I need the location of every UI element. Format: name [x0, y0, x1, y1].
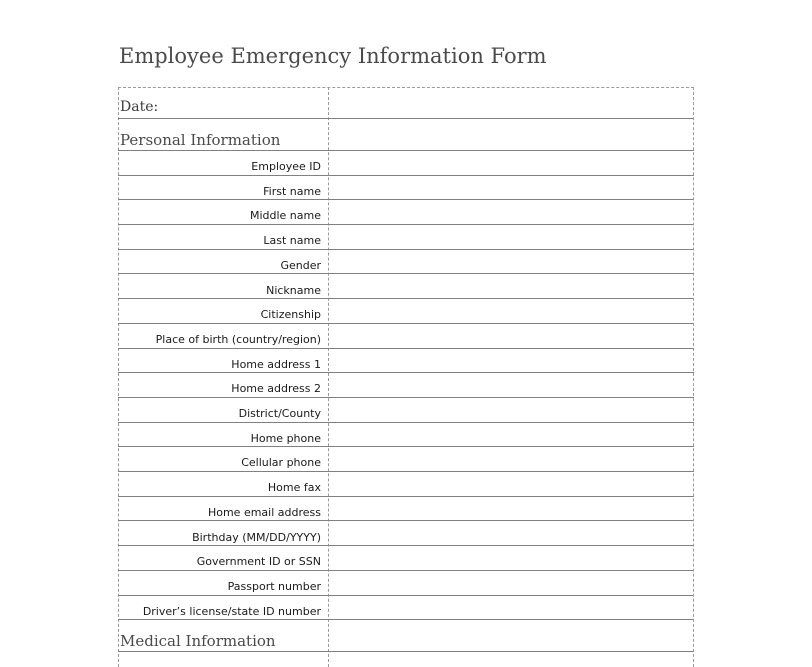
medical-section-header	[118, 620, 694, 652]
field-input-employee-id[interactable]	[329, 152, 693, 175]
form-title: Employee Emergency Information Form	[119, 44, 547, 68]
field-input-birthday[interactable]	[329, 523, 693, 546]
date-input[interactable]	[329, 89, 693, 118]
date-row	[118, 88, 694, 119]
field-row-gender	[118, 250, 694, 275]
medical-section-value-cell	[329, 621, 693, 651]
field-input-home-address-1[interactable]	[329, 350, 693, 373]
field-label-home-email: Home email address	[207, 505, 321, 519]
field-row-government-id	[118, 546, 694, 571]
field-label-drivers-license: Driver’s license/state ID number	[142, 604, 321, 618]
field-label-employee-id: Employee ID	[251, 160, 321, 173]
field-row-employee-id	[118, 151, 694, 176]
field-input-government-id[interactable]	[329, 547, 693, 570]
field-input-gender[interactable]	[329, 251, 693, 274]
field-label-citizenship: Citizenship	[260, 308, 321, 322]
field-row-home-email	[118, 497, 694, 522]
date-label: Date:	[120, 99, 159, 115]
field-label-home-phone: Home phone	[250, 431, 321, 445]
field-row-passport-number	[118, 571, 694, 596]
field-label-government-id: Government ID or SSN	[196, 555, 321, 569]
field-label-home-address-1: Home address 1	[231, 357, 321, 371]
field-input-place-of-birth[interactable]	[329, 325, 693, 348]
field-row-first-name	[118, 176, 694, 201]
field-input-passport-number[interactable]	[329, 572, 693, 595]
field-label-home-fax: Home fax	[267, 481, 321, 495]
personal-section-value-cell	[329, 120, 693, 150]
field-input-home-fax[interactable]	[329, 473, 693, 496]
emergency-form-table	[118, 87, 694, 667]
field-row-birthday	[118, 522, 694, 547]
field-input-citizenship[interactable]	[329, 300, 693, 323]
field-label-home-address-2: Home address 2	[231, 382, 321, 396]
field-label-passport-number: Passport number	[227, 579, 321, 593]
field-row-home-address-2	[118, 373, 694, 398]
field-row-drivers-license	[118, 596, 694, 620]
personal-section-title: Personal Information	[120, 131, 281, 149]
field-row-citizenship	[118, 299, 694, 324]
field-row-home-address-1	[118, 349, 694, 374]
field-row-nickname	[118, 275, 694, 300]
field-row-cellular-phone	[118, 447, 694, 472]
field-label-gender: Gender	[280, 258, 321, 272]
medical-section-title: Medical Information	[120, 632, 276, 650]
field-label-middle-name: Middle name	[249, 209, 321, 223]
field-input-nickname[interactable]	[329, 276, 693, 299]
field-label-cellular-phone: Cellular phone	[241, 456, 321, 470]
field-input-drivers-license[interactable]	[329, 597, 693, 619]
field-label-district-county: District/County	[238, 407, 321, 420]
field-label-last-name: Last name	[263, 234, 321, 248]
field-input-district-county[interactable]	[329, 399, 693, 422]
field-row-district-county	[118, 398, 694, 423]
field-input-first-name[interactable]	[329, 177, 693, 200]
personal-section-header	[118, 119, 694, 151]
field-input-home-email[interactable]	[329, 498, 693, 521]
field-input-cellular-phone[interactable]	[329, 448, 693, 471]
field-input-home-address-2[interactable]	[329, 374, 693, 397]
field-row-home-phone	[118, 423, 694, 448]
field-input-last-name[interactable]	[329, 226, 693, 249]
field-label-place-of-birth: Place of birth (country/region)	[155, 332, 321, 346]
field-input-middle-name[interactable]	[329, 201, 693, 224]
field-label-nickname: Nickname	[266, 283, 321, 297]
field-row-last-name	[118, 225, 694, 250]
field-label-birthday: Birthday (MM/DD/YYYY)	[192, 530, 321, 544]
field-row-middle-name	[118, 200, 694, 225]
field-input-home-phone[interactable]	[329, 424, 693, 447]
field-row-home-fax	[118, 472, 694, 497]
field-label-first-name: First name	[263, 184, 321, 198]
field-row-place-of-birth	[118, 324, 694, 349]
